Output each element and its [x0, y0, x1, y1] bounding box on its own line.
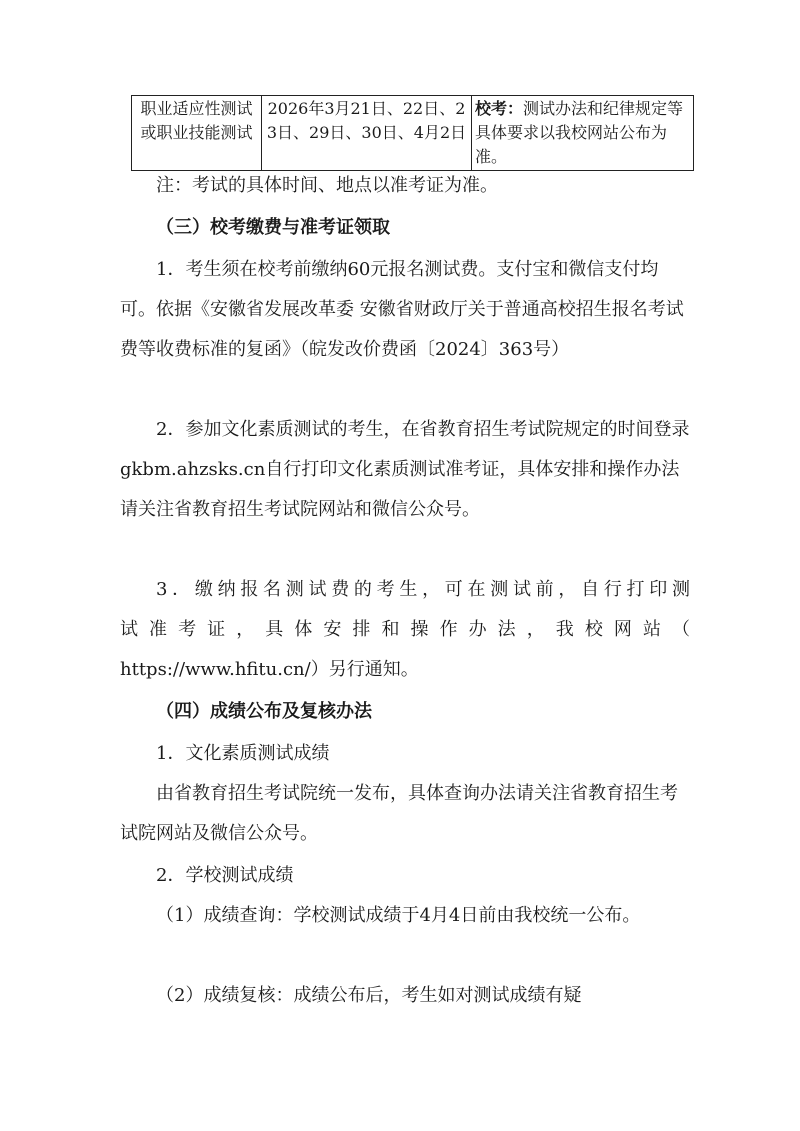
table-cell-test-dates: 2026年3月21日、22日、23日、29日、30日、4月2日	[262, 96, 472, 171]
section3-paragraph-3-line1: 3．缴纳报名测试费的考生，可在测试前，自行打印测	[156, 579, 690, 600]
section3-paragraph-3-line3: https://www.hfitu.cn/）另行通知。	[120, 659, 419, 680]
section4-sub1-text: 由省教育招生考试院统一发布，具体查询办法请关注省教育招生考试院网站及微信公众号。	[120, 783, 678, 844]
exam-note: 注：考试的具体时间、地点以准考证为准。	[156, 175, 498, 196]
remarks-text: 测试办法和纪律规定等具体要求以我校网站公布为准。	[475, 99, 684, 166]
remarks-label: 校考：	[475, 99, 524, 118]
section4-sub2-title: 2．学校测试成绩	[156, 865, 294, 886]
table-cell-test-type: 职业适应性测试或职业技能测试	[132, 96, 262, 171]
table-row	[132, 96, 694, 171]
section3-paragraph-3-line2: 试准考证，具体安排和操作办法，我校网站（	[120, 619, 690, 640]
section4-item2: （2）成绩复核：成绩公布后，考生如对测试成绩有疑	[156, 985, 582, 1006]
section4-item1: （1）成绩查询：学校测试成绩于4月4日前由我校统一公布。	[156, 905, 641, 926]
section3-paragraph-2: 2．参加文化素质测试的考生，在省教育招生考试院规定的时间登录gkbm.ahzsks.cn自行打印文化素质测试准考证，具体安排和操作办法请关注省教育招生考试院网站和微信公众号。	[120, 419, 690, 520]
section3-heading: （三）校考缴费与准考证领取	[156, 217, 390, 238]
schedule-table	[131, 95, 694, 171]
section3-paragraph-1: 1．考生须在校考前缴纳60元报名测试费。支付宝和微信支付均可。依据《安徽省发展改革委 安徽省财政厅关于普通高校招生报名考试费等收费标准的复函》（皖发改价费函〔2024〕363号）	[120, 259, 684, 360]
table-cell-remarks	[472, 96, 694, 171]
section4-heading: （四）成绩公布及复核办法	[156, 701, 372, 722]
section4-sub1-title: 1．文化素质测试成绩	[156, 743, 330, 764]
